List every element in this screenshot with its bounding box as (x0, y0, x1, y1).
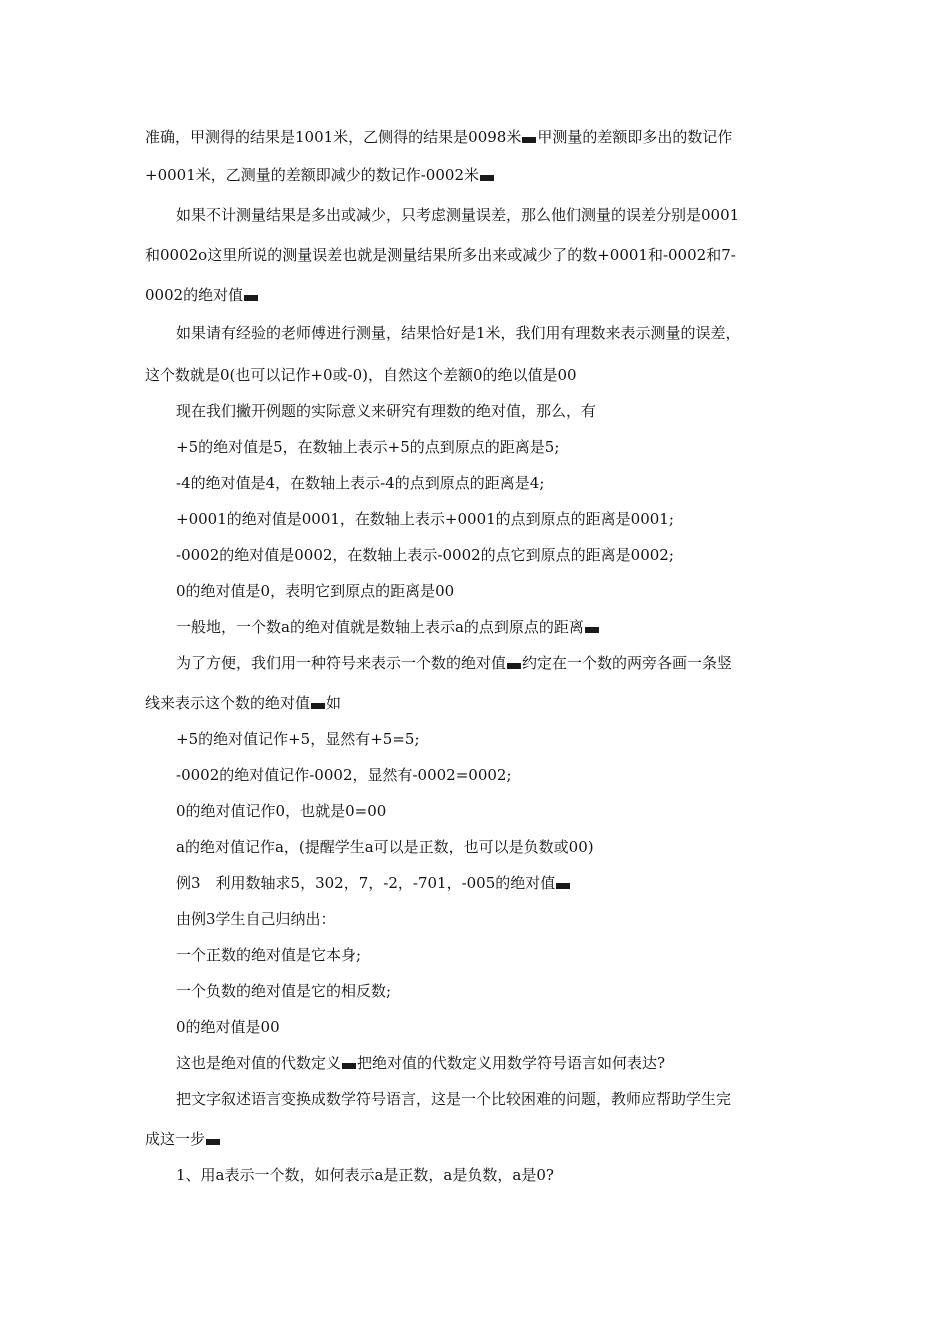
text-line-14: 一般地，一个数a的绝对值就是数轴上表示a的点到原点的距离 (176, 617, 825, 637)
text-line-6: 如果请有经验的老师傅进行测量，结果恰好是1米，我们用有理数来表示测量的误差， (176, 324, 741, 342)
text-line-4: 和0002o这里所说的测量误差也就是测量结果所多出来或减少了的数+0001和-0002和7- (145, 246, 736, 264)
text-line-19: 0的绝对值记作0，也就是0=00 (176, 802, 387, 820)
placeholder-mark (206, 1139, 220, 1145)
text-line-1: 准确，甲测得的结果是1001米，乙侧得的结果是0098米 甲测量的差额即多出的数记作 (145, 128, 733, 146)
text-line-9: +5的绝对值是5，在数轴上表示+5的点到原点的距离是5; (176, 438, 560, 456)
text-line-22: 由例3学生自己归纳出： (176, 910, 336, 928)
text-line-12: -0002的绝对值是0002，在数轴上表示-0002的点它到原点的距离是0002; (176, 546, 674, 564)
placeholder-mark (342, 1063, 356, 1069)
text-line-26: 这也是绝对值的代数定义 把绝对值的代数定义用数学符号语言如何表达? (176, 1054, 666, 1072)
text-line-21: 例3 利用数轴求5，302，7，-2，-701，-005的绝对值 (176, 873, 825, 893)
text-line-29: 1、用a表示一个数，如何表示a是正数，a是负数，a是0? (176, 1166, 554, 1184)
text-line-27: 把文字叙述语言变换成数学符号语言，这是一个比较困难的问题，教师应帮助学生完 (176, 1090, 732, 1108)
text-line-7: 这个数就是0(也可以记作+0或-0)，自然这个差额0的绝以值是00 (145, 366, 577, 384)
placeholder-mark (585, 627, 599, 633)
text-line-23: 一个正数的绝对值是它本身; (176, 946, 362, 964)
text-line-28: 成这一步 (145, 1129, 825, 1149)
text-line-13: 0的绝对值是0，表明它到原点的距离是00 (176, 582, 455, 600)
placeholder-mark (522, 137, 536, 143)
text-line-20: a的绝对值记作a，(提醒学生a可以是正数，也可以是负数或00) (176, 838, 594, 856)
placeholder-mark (244, 295, 258, 301)
text-line-10: -4的绝对值是4，在数轴上表示-4的点到原点的距离是4; (176, 474, 545, 492)
text-line-11: +0001的绝对值是0001，在数轴上表示+0001的点到原点的距离是0001; (176, 510, 674, 528)
text-line-8: 现在我们撇开例题的实际意义来研究有理数的绝对值，那么，有 (176, 402, 597, 420)
text-line-17: +5的绝对值记作+5，显然有+5=5; (176, 730, 420, 748)
placeholder-mark (556, 883, 570, 889)
text-line-24: 一个负数的绝对值是它的相反数; (176, 982, 392, 1000)
text-line-2: +0001米，乙测量的差额即减少的数记作-0002米 (145, 165, 825, 185)
text-line-5: 0002的绝对值 (145, 285, 825, 305)
text-line-3: 如果不计测量结果是多出或减少，只考虑测量误差，那么他们测量的误差分别是0001 (176, 206, 740, 224)
text-line-18: -0002的绝对值记作-0002，显然有-0002=0002; (176, 766, 512, 784)
text-line-16: 线来表示这个数的绝对值 如 (145, 694, 342, 712)
placeholder-mark (480, 175, 494, 181)
text-line-15: 为了方便，我们用一种符号来表示一个数的绝对值 约定在一个数的两旁各画一条竖 (176, 654, 733, 672)
placeholder-mark (311, 703, 325, 709)
text-line-25: 0的绝对值是00 (176, 1018, 280, 1036)
placeholder-mark (507, 663, 521, 669)
